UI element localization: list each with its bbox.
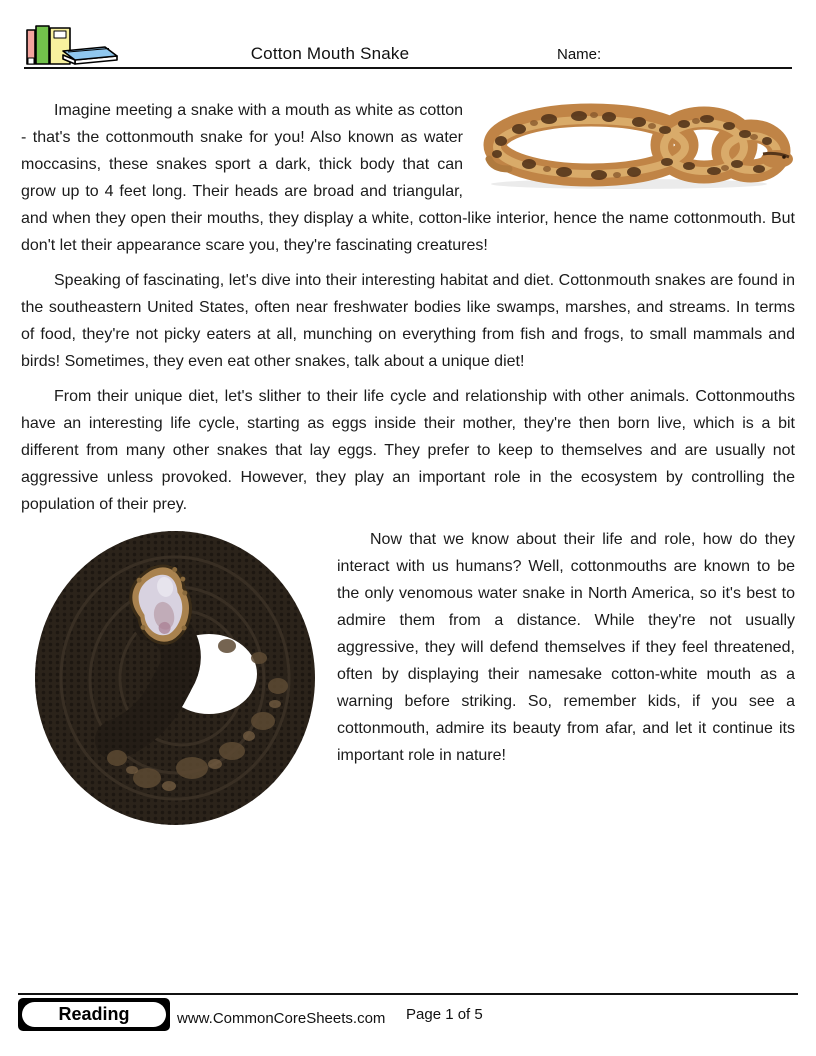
snake-photo-coiled xyxy=(27,528,327,828)
paragraph xyxy=(21,97,795,259)
paragraph-text: Speaking of fascinating, let's dive into their interesting habitat and diet. Cottonmouth snakes are found in the southeastern United States, often near freshwater bodies like swamps, marshes, and streams. In terms of food, they're not picky eaters at all, munching on everything from fish and frogs, to small mammals and birds! Sometimes, they even eat other snakes, talk about a unique diet! xyxy=(21,272,795,370)
article-body xyxy=(21,97,795,834)
worksheet-header xyxy=(0,0,816,70)
reading-badge xyxy=(18,998,170,1031)
paragraph-text: Now that we know about their life and role, how do they interact with us humans? Well, cottonmouths are known to be the only venomous water snake in North America, so it's best to admire them from a distance. While they're not usually aggressive, they will defend themselves if they feel threatened, often by displaying their namesake cotton-white mouth as a warning before striking. So, remember kids, if you see a cottonmouth, admire its beauty from afar, and let it continue its important role in nature! xyxy=(337,531,795,764)
paragraph xyxy=(21,526,795,769)
header-rule-name-line xyxy=(24,67,792,69)
paragraph-text: Imagine meeting a snake with a mouth as white as cotton - that's the cottonmouth snake for you! Also known as water moccasins, these snakes sport a dark, thick body that can grow up to 4 feet long. Their heads are broad and triangular, and when they open their mouths, they display a white, cotton-like interior, hence the name cottonmouth. But don't let their appearance scare you, they're fascinating creatures! xyxy=(21,102,795,254)
reading-badge-label: Reading xyxy=(22,1002,166,1027)
page-title: Cotton Mouth Snake xyxy=(250,44,410,63)
paragraph-text: From their unique diet, let's slither to their life cycle and relationship with other animals. Cottonmouths have an interesting life cycle, starting as eggs inside their mother, they're then born live, which is a bit different from many other snakes that lay eggs. They prefer to keep to themselves and are usually not aggressive unless provoked. However, they play an important role in the ecosystem by controlling the population of their prey. xyxy=(21,388,795,513)
stacked-books-icon xyxy=(25,22,121,66)
website-url: www.CommonCoreSheets.com xyxy=(177,1010,386,1027)
footer-rule xyxy=(18,993,798,995)
paragraph xyxy=(21,267,795,375)
snake-photo-top xyxy=(479,99,795,191)
name-label: Name: xyxy=(557,46,602,63)
worksheet-footer xyxy=(0,993,816,1056)
paragraph xyxy=(21,383,795,518)
page-number: Page 1 of 5 xyxy=(406,1006,483,1023)
